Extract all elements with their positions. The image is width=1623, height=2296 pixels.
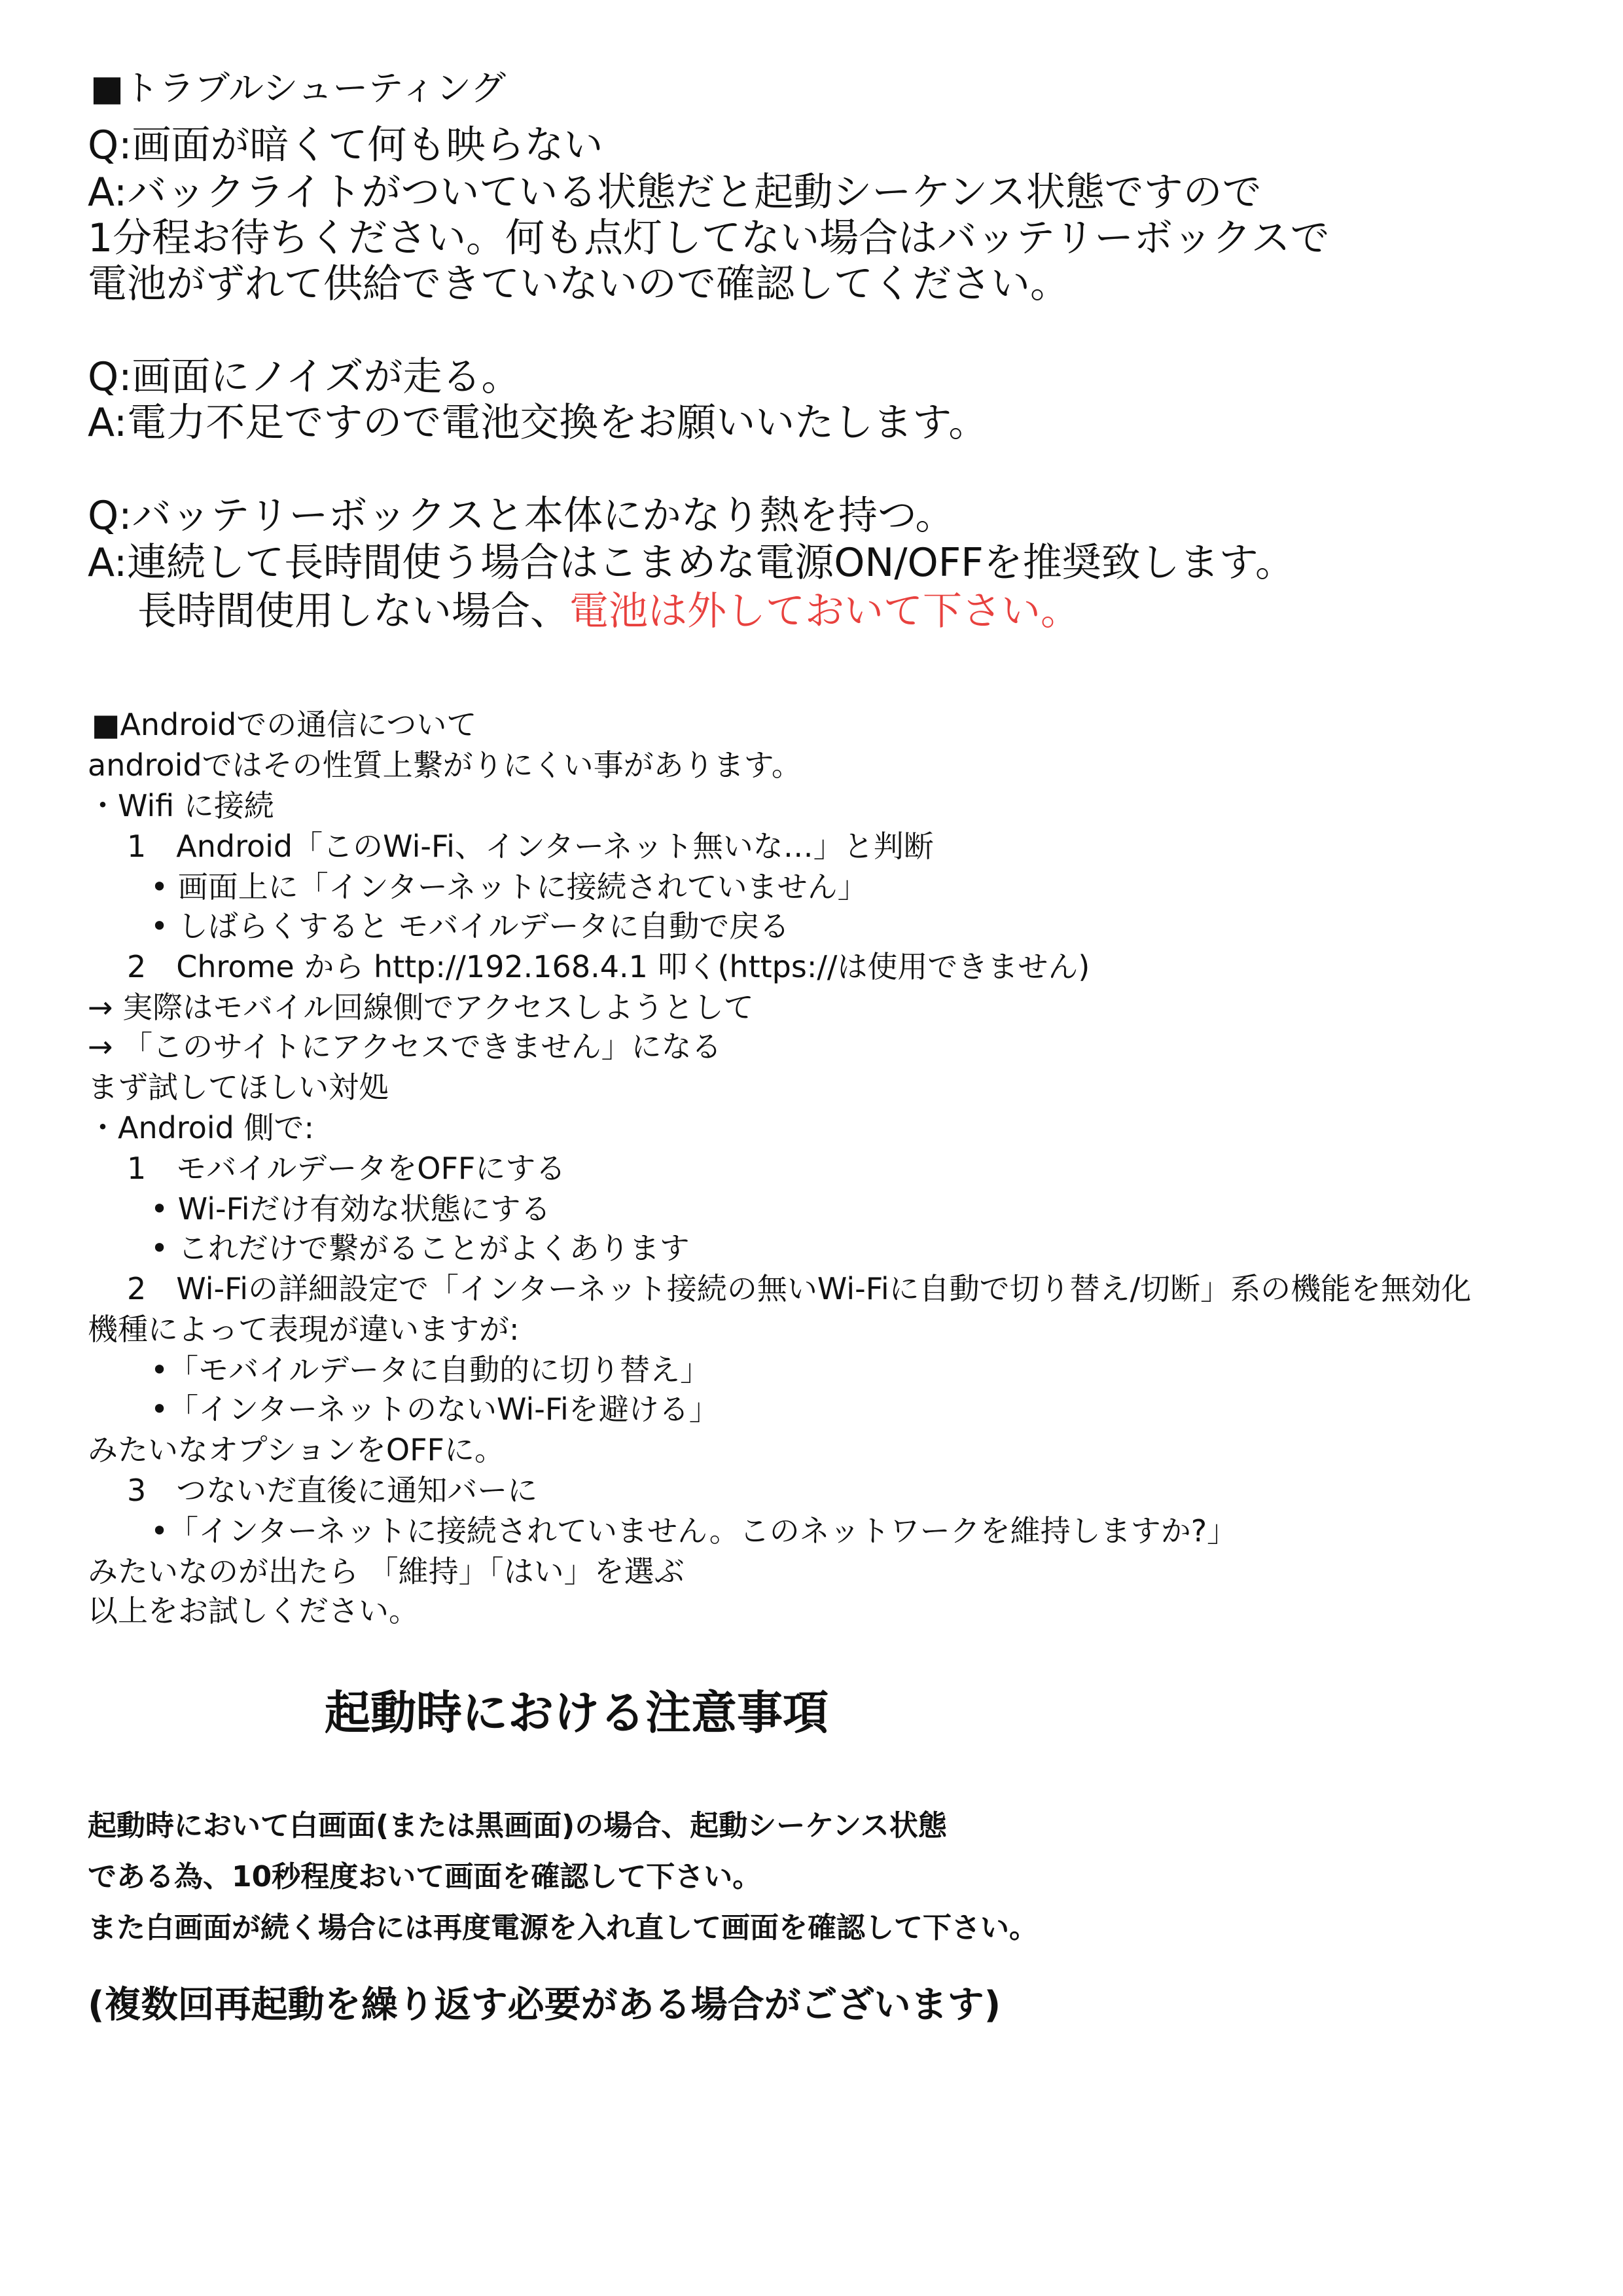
answer-1-line-2: 1分程お待ちください。何も点灯してない場合はバッテリーボックスで: [88, 215, 1330, 261]
startup-line-2: である為、10秒程度おいて画面を確認して下さい。: [88, 1860, 762, 1893]
answer-1-line-1: A:バックライトがついている状態だと起動シーケンス状態ですので: [88, 170, 1262, 215]
android-line: みたいなオプションをOFFに。: [88, 1432, 505, 1467]
android-line: •「モバイルデータに自動的に切り替え」: [151, 1352, 711, 1388]
android-line: みたいなのが出たら 「維持」「はい」を選ぶ: [88, 1554, 685, 1589]
question-2: Q:画面にノイズが走る。: [88, 354, 521, 400]
android-line: 2 Chrome から http://192.168.4.1 叩く(https://は使用できません): [127, 949, 1090, 984]
question-1: Q:画面が暗くて何も映らない: [88, 122, 603, 168]
answer-1-line-3: 電池がずれて供給できていないので確認してください。: [88, 261, 1069, 307]
android-line: 1 Android「このWi-Fi、インターネット無いな…」と判断: [127, 829, 934, 864]
answer-3-line-2: [137, 588, 1080, 634]
android-line: → 「このサイトにアクセスできません」になる: [88, 1029, 722, 1064]
android-line: → 実際はモバイル回線側でアクセスしようとして: [88, 990, 754, 1025]
android-line: • これだけで繋がることがよくあります: [151, 1230, 690, 1266]
android-line: •「インターネットのないWi-Fiを避ける」: [151, 1391, 719, 1427]
troubleshooting-heading: ■トラブルシューティング: [90, 67, 507, 109]
answer-3-line-1: A:連続して長時間使う場合はこまめな電源ON/OFFを推奨致します。: [88, 540, 1294, 586]
android-line: • Wi-Fiだけ有効な状態にする: [151, 1191, 551, 1227]
startup-line-3: また白画面が続く場合には再度電源を入れ直して画面を確認して下さい。: [88, 1911, 1038, 1945]
startup-note: (複数回再起動を繰り返す必要がある場合がございます): [88, 1984, 1001, 2026]
android-line: ・Android 側で:: [88, 1110, 314, 1145]
android-line: 3 つないだ直後に通知バーに: [127, 1473, 538, 1508]
android-heading: ■Androidでの通信について: [92, 707, 477, 742]
android-line: androidではその性質上繋がりにくい事があります。: [88, 747, 802, 783]
startup-line-1: 起動時において白画面(または黒画面)の場合、起動シーケンス状態: [88, 1809, 947, 1842]
android-line: • 画面上に「インターネットに接続されていません」: [151, 869, 868, 905]
answer-3-prefix: 長時間使用しない場合、: [137, 588, 569, 634]
android-line: •「インターネットに接続されていません。このネットワークを維持しますか?」: [151, 1513, 1238, 1549]
startup-title: 起動時における注意事項: [325, 1686, 829, 1740]
battery-warning-highlight: 電池は外しておいて下さい。: [569, 588, 1080, 634]
answer-2: A:電力不足ですので電池交換をお願いいたします。: [88, 400, 988, 446]
android-line: • しばらくすると モバイルデータに自動で戻る: [151, 908, 790, 944]
android-line: 2 Wi-Fiの詳細設定で「インターネット接続の無いWi-Fiに自動で切り替え/切断」系の機能を無効化: [127, 1271, 1472, 1306]
android-line: ・Wifi に接続: [88, 788, 274, 823]
android-line: 機種によって表現が違いますが:: [88, 1312, 520, 1347]
android-line: まず試してほしい対処: [88, 1069, 389, 1105]
question-3: Q:バッテリーボックスと本体にかなり熱を持つ。: [88, 493, 955, 539]
android-line: 以上をお試しください。: [88, 1593, 419, 1628]
android-line: 1 モバイルデータをOFFにする: [127, 1151, 566, 1186]
